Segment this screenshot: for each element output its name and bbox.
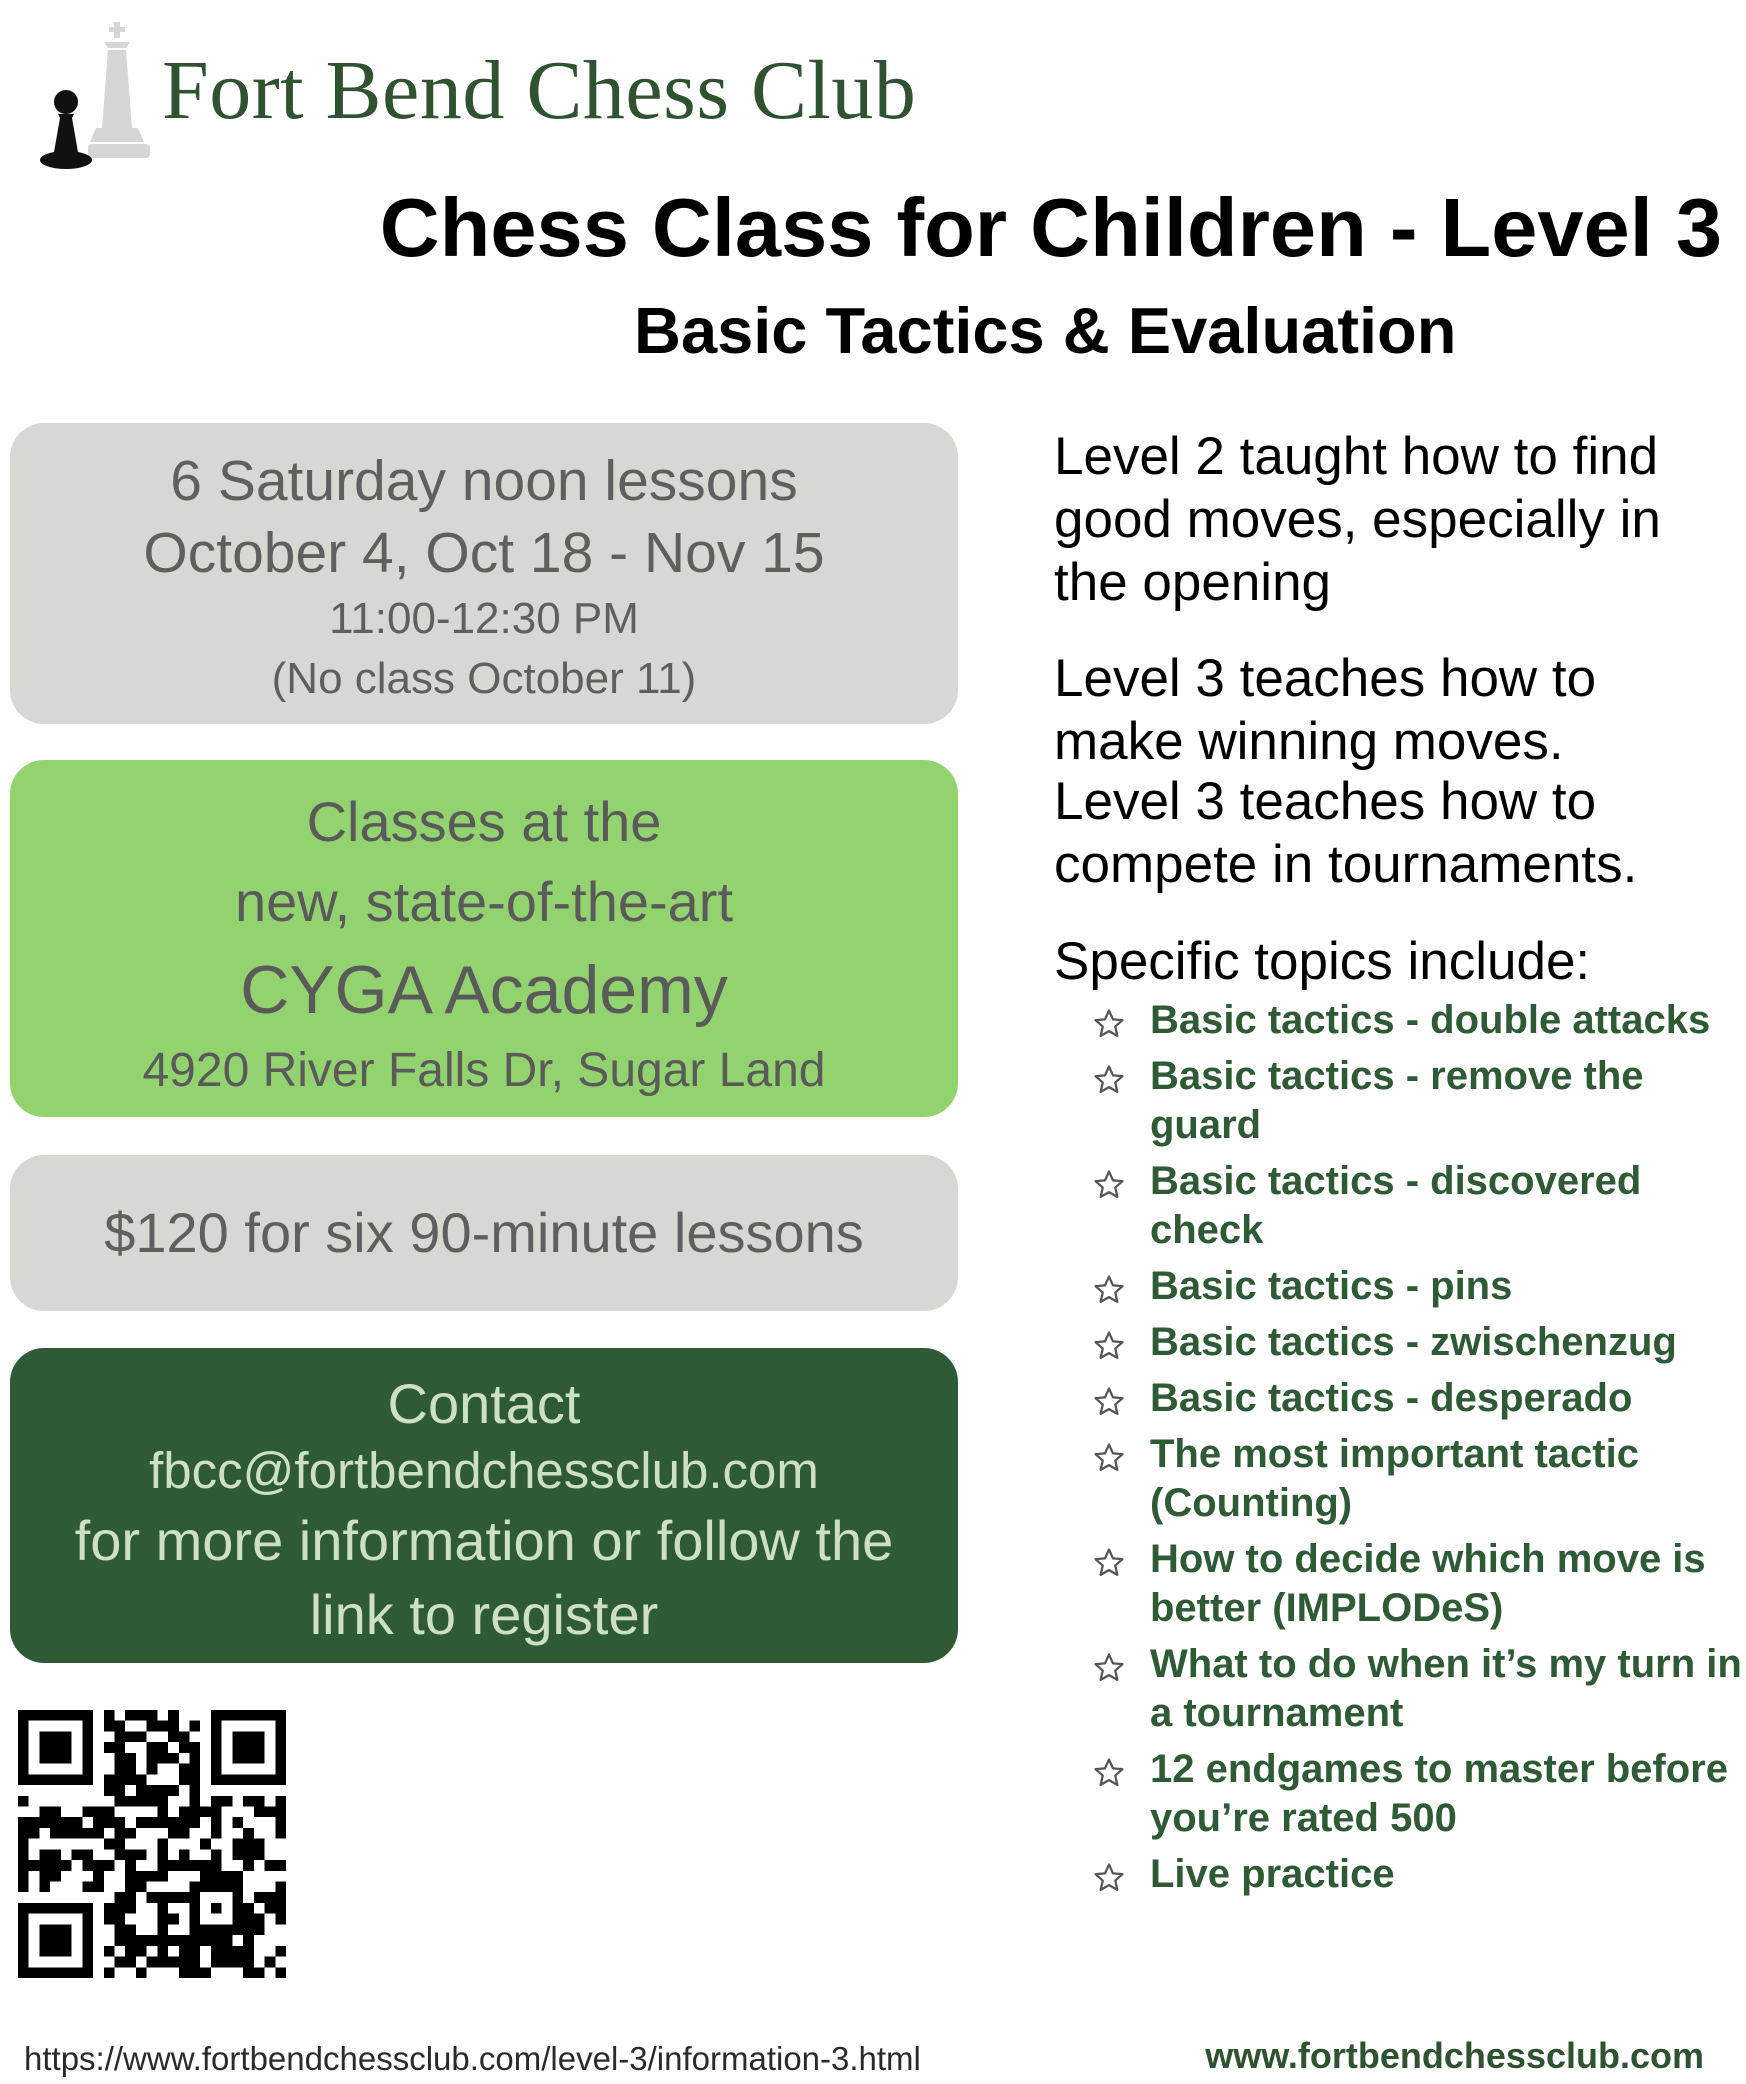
footer-register-link[interactable]: https://www.fortbendchessclub.com/level-3/information-3.html bbox=[24, 2040, 921, 2077]
topic-item bbox=[1092, 1262, 1742, 1311]
star-icon bbox=[1092, 1168, 1126, 1202]
topic-label: 12 endgames to master before you’re rated 500 bbox=[1150, 1747, 1728, 1840]
page-subtitle: Basic Tactics & Evaluation bbox=[634, 294, 1457, 367]
schedule-box bbox=[10, 423, 958, 724]
topic-label: The most important tactic (Counting) bbox=[1150, 1432, 1639, 1525]
location-line2: new, state-of-the-art bbox=[234, 870, 733, 933]
topic-label: What to do when it’s my turn in a tournament bbox=[1150, 1642, 1742, 1735]
topic-item bbox=[1092, 1535, 1742, 1633]
topic-label: Basic tactics - double attacks bbox=[1150, 998, 1711, 1042]
contact-heading: Contact bbox=[387, 1372, 581, 1435]
intro-level-3-compete: Level 3 teaches how to compete in tournaments. bbox=[1054, 772, 1638, 894]
star-icon bbox=[1092, 1861, 1126, 1895]
topic-label: Basic tactics - remove the guard bbox=[1150, 1054, 1644, 1147]
star-icon bbox=[1092, 1329, 1126, 1363]
topic-item bbox=[1092, 1157, 1742, 1255]
topic-label: Live practice bbox=[1150, 1852, 1395, 1896]
topic-item bbox=[1092, 1374, 1742, 1423]
schedule-dates: October 4, Oct 18 - Nov 15 bbox=[143, 521, 825, 585]
topics-list bbox=[1092, 996, 1742, 1906]
intro-level-2: Level 2 taught how to find good moves, especially in the opening bbox=[1054, 427, 1661, 612]
star-icon bbox=[1092, 1273, 1126, 1307]
topic-label: Basic tactics - desperado bbox=[1150, 1376, 1633, 1420]
topic-label: How to decide which move is better (IMPLODeS) bbox=[1150, 1537, 1706, 1630]
club-name: Fort Bend Chess Club bbox=[162, 44, 917, 137]
star-icon bbox=[1092, 1385, 1126, 1419]
star-icon bbox=[1092, 1007, 1126, 1041]
topic-label: Basic tactics - discovered check bbox=[1150, 1159, 1642, 1252]
location-line1: Classes at the bbox=[306, 790, 662, 853]
intro-level-3-winning: Level 3 teaches how to make winning moves. bbox=[1054, 649, 1597, 771]
star-icon bbox=[1092, 1651, 1126, 1685]
venue-name: CYGA Academy bbox=[240, 952, 728, 1028]
footer-website-link[interactable]: www.fortbendchessclub.com bbox=[1205, 2035, 1704, 2076]
contact-line4: link to register bbox=[309, 1583, 659, 1646]
venue-address: 4920 River Falls Dr, Sugar Land bbox=[142, 1044, 826, 1097]
schedule-time: 11:00-12:30 PM bbox=[329, 594, 639, 643]
topics-heading: Specific topics include: bbox=[1054, 932, 1591, 991]
page-title: Chess Class for Children - Level 3 bbox=[379, 181, 1722, 274]
topic-item bbox=[1092, 1745, 1742, 1843]
topic-label: Basic tactics - zwischenzug bbox=[1150, 1320, 1677, 1364]
contact-email-link[interactable]: fbcc@fortbendchessclub.com bbox=[149, 1442, 819, 1499]
topic-label: Basic tactics - pins bbox=[1150, 1264, 1513, 1308]
contact-box bbox=[10, 1348, 958, 1663]
topic-item bbox=[1092, 996, 1742, 1045]
star-icon bbox=[1092, 1063, 1126, 1097]
topic-item bbox=[1092, 1430, 1742, 1528]
qr-code-icon[interactable] bbox=[18, 1710, 286, 1978]
topic-item bbox=[1092, 1052, 1742, 1150]
schedule-lessons: 6 Saturday noon lessons bbox=[170, 449, 798, 513]
topic-item bbox=[1092, 1640, 1742, 1738]
schedule-note: (No class October 11) bbox=[271, 654, 697, 703]
contact-line3: for more information or follow the bbox=[74, 1509, 894, 1572]
star-icon bbox=[1092, 1756, 1126, 1790]
star-icon bbox=[1092, 1546, 1126, 1580]
price-text: $120 for six 90-minute lessons bbox=[104, 1201, 864, 1264]
location-box bbox=[10, 760, 958, 1117]
price-box bbox=[10, 1155, 958, 1311]
star-icon bbox=[1092, 1441, 1126, 1475]
topic-item bbox=[1092, 1318, 1742, 1367]
topic-item bbox=[1092, 1850, 1742, 1899]
chess-pawn-and-king-icon bbox=[36, 20, 156, 174]
